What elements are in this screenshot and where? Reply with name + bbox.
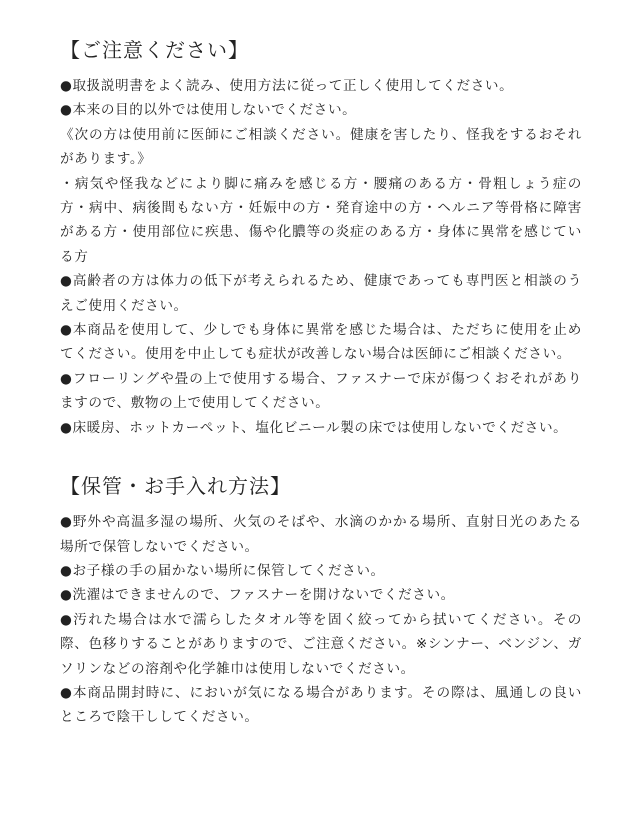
caution-heading: 【ご注意ください】: [60, 38, 249, 62]
caution-item: ・病気や怪我などにより脚に痛みを感じる方・腰痛のある方・骨粗しょう症の方・病中、病後間もない方・妊娠中の方・発育途中の方・ヘルニア等骨格に障害がある方・使用部位に疾患、傷や化膿等の炎症のある方・身体に異常を感じている方: [60, 175, 582, 265]
storage-item: ●汚れた場合は水で濡らしたタオル等を固く絞ってから拭いてください。その際、色移りすることがありますので、ご注意ください。※シンナー、ベンジン、ガソリンなどの溶剤や化学雑巾は使用しないでください。: [60, 611, 582, 677]
caution-item: ●フローリングや畳の上で使用する場合、ファスナーで床が傷つくおそれがありますので、敷物の上で使用してください。: [60, 370, 582, 412]
caution-item: ●本商品を使用して、少しでも身体に異常を感じた場合は、ただちに使用を止めてください。使用を中止しても症状が改善しない場合は医師にご相談ください。: [60, 322, 582, 363]
caution-item: ●高齢者の方は体力の低下が考えられるため、健康であっても専門医と相談のうえご使用ください。: [60, 273, 582, 314]
section-spacer: [60, 440, 582, 472]
caution-list: [60, 74, 582, 440]
document-page: [60, 36, 582, 730]
caution-item: ●本来の目的以外では使用しないでください。: [60, 102, 357, 119]
storage-item: ●洗濯はできませんので、ファスナーを開けないでください。: [60, 587, 455, 604]
storage-list: [60, 510, 582, 730]
storage-item: ●野外や高温多湿の場所、火気のそばや、水滴のかかる場所、直射日光のあたる場所で保管しないでください。: [60, 514, 582, 555]
caution-item: ●取扱説明書をよく読み、使用方法に従って正しく使用してください。: [60, 78, 514, 94]
caution-item: 《次の方は使用前に医師にご相談ください。健康を害したり、怪我をするおそれがあります。》: [60, 126, 582, 168]
caution-item: ●床暖房、ホットカーペット、塩化ビニール製の床では使用しないでください。: [60, 419, 568, 436]
storage-item: ●本商品開封時に、においが気になる場合があります。その際は、風通しの良いところで陰干ししてください。: [60, 684, 582, 726]
storage-item: ●お子様の手の届かない場所に保管してください。: [60, 562, 385, 579]
storage-heading: 【保管・お手入れ方法】: [60, 474, 291, 499]
